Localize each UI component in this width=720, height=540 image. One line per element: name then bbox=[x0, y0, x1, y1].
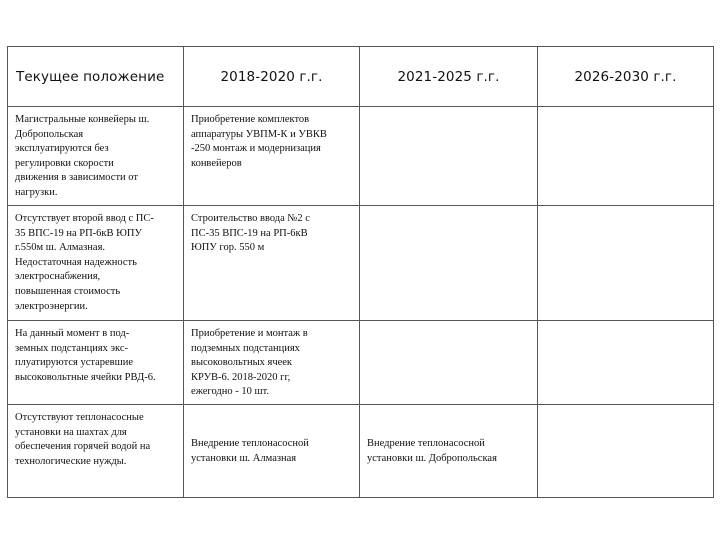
cell-2026-2030 bbox=[538, 321, 714, 405]
cell-current bbox=[8, 321, 184, 405]
table-row bbox=[8, 404, 714, 497]
table-row bbox=[8, 107, 714, 206]
cell-2018-2020 bbox=[184, 206, 360, 321]
cell-text: Отсутствуют теплонасосные установки на шахтах для обеспечения горячей водой на технологические нужды. bbox=[15, 411, 151, 467]
table-row bbox=[8, 321, 714, 405]
cell-2026-2030 bbox=[538, 206, 714, 321]
cell-2021-2025 bbox=[360, 321, 538, 405]
cell-text: Отсутствует второй ввод с ПС- 35 ВПС-19 на РП-6кВ ЮПУ г.550м ш. Алмазная. Недостаточная надежность электроснабжения, повышенная стоимость электроэнергии. bbox=[15, 213, 154, 312]
header-2021-2025: 2021-2025 г.г. bbox=[360, 47, 538, 107]
cell-2021-2025 bbox=[360, 107, 538, 206]
table-header-row bbox=[8, 47, 714, 107]
cell-2021-2025 bbox=[360, 404, 538, 497]
table-row bbox=[8, 206, 714, 321]
cell-text: На данный момент в под- земных подстанциях экс- плуатируются устаревшие высоковольтные ячейки РВД-6. bbox=[15, 328, 156, 383]
cell-text: Приобретение комплектов аппаратуры УВПМ-К и УВКВ -250 монтаж и модернизация конвейеров bbox=[191, 114, 327, 169]
header-current-state: Текущее положение bbox=[8, 47, 184, 107]
cell-2018-2020 bbox=[184, 321, 360, 405]
cell-current bbox=[8, 107, 184, 206]
cell-2018-2020 bbox=[184, 107, 360, 206]
cell-text: Магистральные конвейеры ш. Добропольская эксплуатируются без регулировки скорости движения в зависимости от нагрузки. bbox=[15, 114, 150, 198]
cell-text: Приобретение и монтаж в подземных подстанциях высоковольтных ячеек КРУВ-6. 2018-2020 гг, ежегодно - 10 шт. bbox=[191, 328, 308, 398]
cell-text bbox=[360, 107, 537, 117]
cell-text: Строительство ввода №2 с ПС-35 ВПС-19 на РП-6кВ ЮПУ гор. 550 м bbox=[191, 213, 310, 254]
header-2018-2020: 2018-2020 г.г. bbox=[184, 47, 360, 107]
cell-current bbox=[8, 404, 184, 497]
cell-text: Внедрение теплонасосной установки ш. Алмазная bbox=[191, 438, 309, 464]
cell-current bbox=[8, 206, 184, 321]
cell-2021-2025 bbox=[360, 206, 538, 321]
cell-text bbox=[538, 206, 713, 216]
header-2026-2030: 2026-2030 г.г. bbox=[538, 47, 714, 107]
cell-2018-2020 bbox=[184, 404, 360, 497]
cell-text: Внедрение теплонасосной установки ш. Добропольская bbox=[367, 438, 497, 464]
modernization-plan-table bbox=[7, 46, 714, 498]
cell-text bbox=[538, 107, 713, 117]
cell-text bbox=[538, 405, 713, 415]
cell-text bbox=[538, 321, 713, 331]
cell-2026-2030 bbox=[538, 107, 714, 206]
cell-2026-2030 bbox=[538, 404, 714, 497]
cell-text bbox=[360, 206, 537, 216]
cell-text bbox=[360, 321, 537, 331]
